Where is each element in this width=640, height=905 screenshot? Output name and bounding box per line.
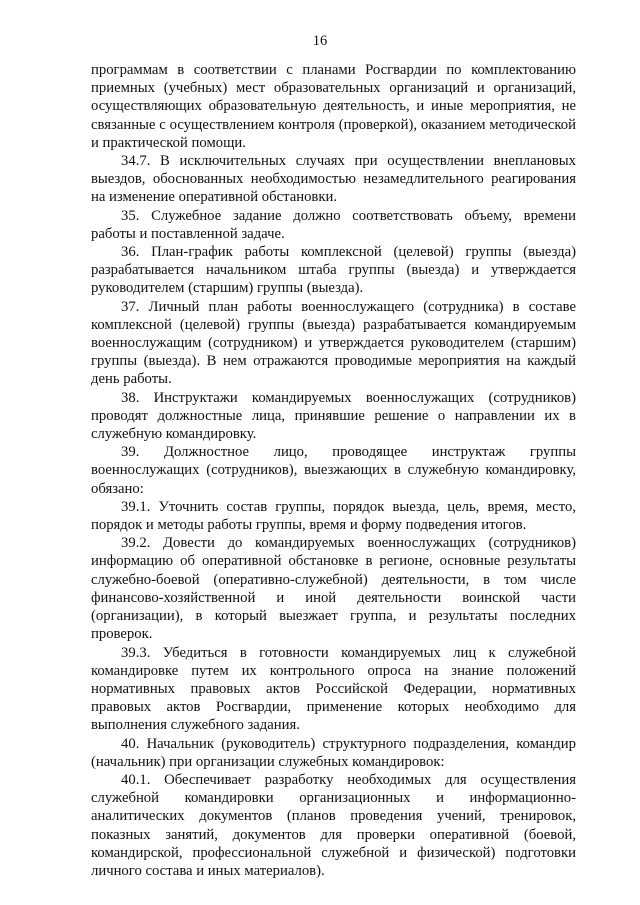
page-number: 16 bbox=[312, 33, 328, 49]
paragraph-39-3: 39.3. Убедиться в готовности командируемых лиц к служебной командировке путем их контрольного опроса на знание положений нормативных правовых актов Российской Федерации, нормативных правовых актов Росгвардии, применение которых необходимо для выполнения служебного задания. bbox=[91, 644, 576, 734]
paragraph-36: 36. План-график работы комплексной (целевой) группы (выезда) разрабатывается начальником штаба группы (выезда) и утверждается руководителем (старшим) группы (выезда). bbox=[91, 244, 576, 297]
paragraph-35: 35. Служебное задание должно соответствовать объему, времени работы и поставленной задаче. bbox=[91, 207, 576, 242]
paragraph-38: 38. Инструктажи командируемых военнослужащих (сотрудников) проводят должностные лица, принявшие решение о направлении их в служебную командировку. bbox=[91, 389, 576, 443]
paragraph-39-2: 39.2. Довести до командируемых военнослужащих (сотрудников) информацию об оперативной обстановке в регионе, основные результаты служебно-боевой (оперативно-служебной) деятельности, в том числе финансово-хозяйственной и иной деятельности воинской части (организации), в который выезжает группа, и результаты последних проверок. bbox=[91, 535, 576, 643]
paragraph-39: 39. Должностное лицо, проводящее инструктаж группы военнослужащих (сотрудников), выезжающих в служебную командировку, обязано: bbox=[91, 444, 576, 497]
paragraph-37: 37. Личный план работы военнослужащего (сотрудника) в составе комплексной (целевой) группы (выезда) разрабатывается командируемым военнослужащим (сотрудником) и утверждается руководителем (старшим) группы (выезда). В нем отражаются проводимые мероприятия на каждый день работы. bbox=[91, 298, 576, 388]
paragraph-40: 40. Начальник (руководитель) структурного подразделения, командир (начальник) при организации служебных командировок: bbox=[91, 735, 576, 770]
paragraph-40-1: 40.1. Обеспечивает разработку необходимых для осуществления служебной командировки организационных и информационно-аналитических документов (планов проведения учений, тренировок, показных занятий, документов для проверки оперативной (боевой, командирской, профессиональной служебной и физической) подготовки личного состава и иных материалов). bbox=[91, 771, 576, 879]
paragraph-continuation: программам в соответствии с планами Росгвардии по комплектованию приемных (учебных) мест образовательных организаций и организаций, осуществляющих образовательную деятельность, и иные мероприятия, не связанные с осуществлением контроля (проверкой), оказанием методической и практической помощи. bbox=[91, 62, 576, 151]
body-text bbox=[91, 61, 576, 880]
paragraph-39-1: 39.1. Уточнить состав группы, порядок выезда, цель, время, место, порядок и методы работы группы, время и форму подведения итогов. bbox=[91, 498, 576, 534]
paragraph-34-7: 34.7. В исключительных случаях при осуществлении внеплановых выездов, обоснованных необходимостью незамедлительного реагирования на изменение оперативной обстановки. bbox=[91, 153, 576, 206]
